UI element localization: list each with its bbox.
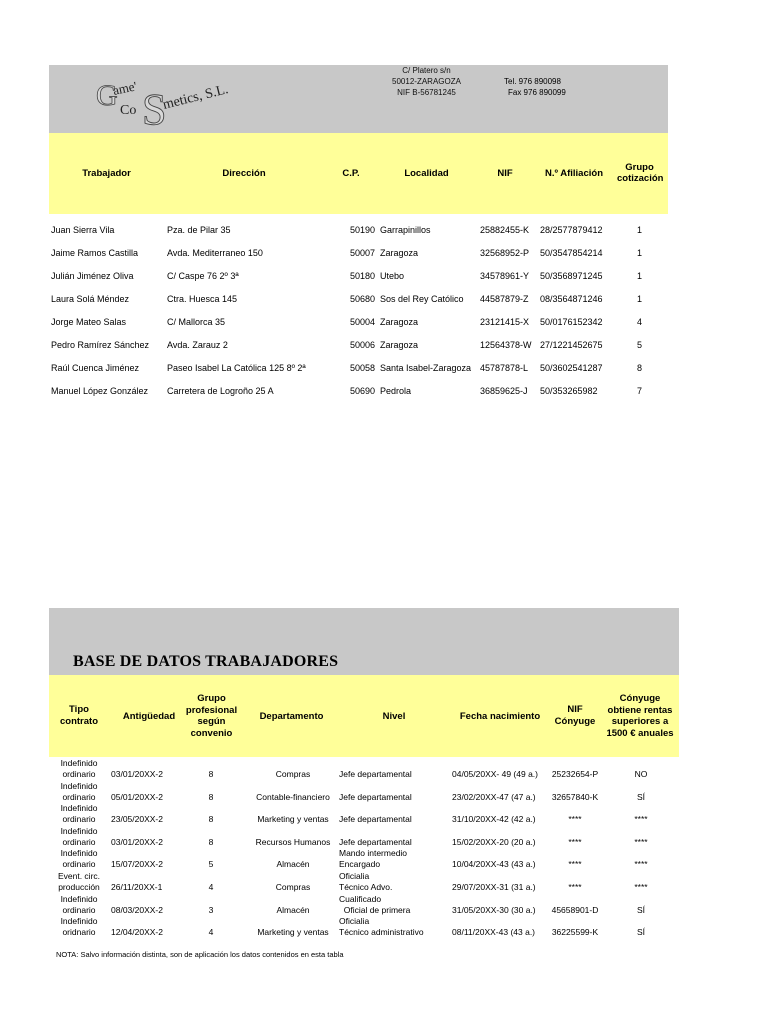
company-header (49, 65, 668, 133)
cell-fecha-nacimiento: 29/07/20XX-31 (31 a.) (452, 882, 536, 892)
table-note: NOTA: Salvo información distinta, son de aplicación los datos contenidos en esta tabla (56, 950, 344, 959)
cell-tipo-line: Indefinido (60, 825, 98, 836)
cell-direccion: Pza. de Pilar 35 (167, 225, 231, 235)
table-row (49, 380, 668, 403)
cell-departamento: Recursos Humanos (255, 836, 331, 847)
cell-afiliacion: 50/353265982 (540, 386, 598, 396)
cell-afiliacion: 50/3547854214 (540, 248, 603, 258)
cell-direccion: Ctra. Huesca 145 (167, 294, 238, 304)
cell-trabajador: Jaime Ramos Castilla (51, 248, 139, 258)
cell-tipo-line: Indefinido (60, 758, 98, 768)
col-header-nif-line2: Cónyuge (554, 715, 596, 727)
cell-departamento: Contable-financiero (256, 791, 330, 802)
cell-localidad: Santa Isabel-Zaragoza (380, 363, 472, 373)
cell-tipo-line: Indefinido (60, 916, 98, 927)
cell-nivel-line: Cualificado (339, 893, 382, 904)
cell-nivel (339, 837, 412, 848)
cell-nivel-line: Encargado (339, 859, 381, 870)
cell-tipo-line: ordinario (62, 904, 96, 915)
cell-tipo-line: ordinario (62, 814, 96, 825)
cell-departamento: Compras (275, 769, 311, 779)
cell-departamento: Marketing y ventas (257, 927, 329, 938)
cell-grupo: 1 (637, 271, 643, 281)
cell-localidad: Zaragoza (380, 248, 419, 258)
cell-cp: 50004 (350, 317, 376, 327)
table-row (49, 805, 679, 828)
cell-trabajador: Raúl Cuenca Jiménez (51, 363, 140, 373)
table-row (49, 311, 668, 334)
col-header-grupo-line4: convenio (190, 727, 233, 739)
cell-nivel (339, 894, 410, 916)
cell-tipo-line: Indefinido (60, 848, 98, 859)
table-row (49, 242, 668, 265)
cell-tipo-line: Event. circ. (57, 871, 101, 881)
cell-grupo: 1 (637, 225, 643, 235)
cell-nivel (339, 814, 412, 825)
cell-nivel (339, 871, 392, 893)
cell-fecha-nacimiento: 23/02/20XX-47 (47 a.) (452, 791, 536, 802)
cell-nivel-line: Oficial de primera (339, 904, 411, 915)
cell-afiliacion: 50/3602541287 (540, 363, 603, 373)
table-row (49, 873, 679, 896)
col-header-grupo-line3: según (197, 716, 226, 727)
cell-trabajador: Julián Jiménez Oliva (51, 271, 134, 281)
cell-conyuge-rentas: **** (634, 814, 648, 825)
cell-cp: 50190 (350, 225, 376, 235)
col-header-grupo-profesional (179, 693, 244, 739)
col-header-localidad: Localidad (404, 168, 449, 179)
cell-grupo: 7 (637, 386, 643, 396)
cell-tipo-line: Indefinido (60, 780, 98, 791)
company-city: 50012-ZARAGOZA (392, 77, 461, 86)
cell-tipo-contrato (49, 871, 109, 893)
cell-nivel (339, 916, 424, 938)
company-street: C/ Platero s/n (402, 66, 451, 75)
cell-direccion: Paseo Isabel La Católica 125 8º 2ª (167, 363, 306, 373)
cell-nif: 44587879-Z (480, 294, 529, 304)
database-header (49, 608, 679, 675)
cell-afiliacion: 08/3564871246 (540, 294, 603, 304)
cell-nivel (339, 769, 412, 780)
cell-trabajador: Jorge Mateo Salas (51, 317, 127, 327)
cell-nif-conyuge: **** (568, 859, 582, 870)
cell-antiguedad: 26/11/20XX-1 (111, 882, 163, 892)
cell-cp: 50690 (350, 386, 376, 396)
cell-antiguedad: 05/01/20XX-2 (111, 791, 163, 802)
table-row (49, 265, 668, 288)
cell-grupo: 8 (208, 791, 214, 802)
cell-tipo-contrato (49, 826, 109, 848)
cell-nivel-line: Técnico Advo. (339, 882, 393, 892)
cell-nif: 23121415-X (480, 317, 530, 327)
table-row (49, 760, 679, 783)
cell-conyuge-rentas: SÍ (636, 927, 646, 938)
cell-grupo: 4 (637, 317, 643, 327)
cell-localidad: Garrapinillos (380, 225, 431, 235)
table-row (49, 357, 668, 380)
col-header-grupo (617, 162, 662, 184)
cell-tipo-contrato (49, 916, 109, 938)
database-title: BASE DE DATOS TRABAJADORES (73, 653, 339, 670)
col-header-conyuge-rentas (601, 693, 679, 739)
cell-localidad: Sos del Rey Católico (380, 294, 464, 304)
table-row (49, 850, 679, 873)
cell-conyuge-rentas: **** (634, 859, 648, 870)
table-row (49, 780, 679, 806)
col-header-grupo-line1: Grupo (625, 162, 654, 173)
cell-nif-conyuge: **** (568, 882, 582, 892)
col-header-departamento: Departamento (259, 711, 324, 722)
cell-direccion: Carretera de Logroño 25 A (167, 386, 274, 396)
table-row (49, 825, 679, 851)
cell-nivel-line: Jefe departamental (339, 791, 412, 802)
cell-tipo-line: ordinario (62, 859, 96, 870)
cell-fecha-nacimiento: 08/11/20XX-43 (43 a.) (452, 927, 536, 938)
cell-grupo: 4 (208, 882, 214, 892)
cell-nivel-line: Mando intermedio (339, 848, 408, 859)
cell-antiguedad: 08/03/20XX-2 (111, 904, 163, 915)
cell-direccion: C/ Caspe 76 2º 3ª (167, 271, 239, 281)
cell-tipo-line: oridnario (62, 927, 96, 938)
cell-nivel-line: Oficialia (339, 871, 370, 881)
cell-antiguedad: 23/05/20XX-2 (111, 814, 163, 825)
cell-localidad: Zaragoza (380, 340, 419, 350)
col-header-tipo-line2: contrato (60, 715, 98, 727)
col-header-conyuge-line4: 1500 € anuales (606, 727, 674, 739)
cell-tipo-contrato (49, 781, 109, 803)
cell-trabajador: Pedro Ramírez Sánchez (51, 340, 150, 350)
svg-text:G: G (96, 79, 118, 112)
cell-antiguedad: 15/07/20XX-2 (111, 859, 163, 870)
cell-nif: 25882455-K (480, 225, 530, 235)
col-header-nif-line1: NIF (567, 704, 583, 715)
employees-table-header (49, 133, 668, 214)
col-header-antiguedad: Antigüedad (122, 711, 176, 722)
cell-tipo-line: ordinario (62, 791, 96, 802)
cell-nif: 34578961-Y (480, 271, 530, 281)
col-header-grupo-line2: profesional (185, 704, 238, 716)
col-header-conyuge-line2: obtiene rentas (607, 704, 673, 716)
cell-cp: 50006 (350, 340, 376, 350)
cell-tipo-line: producción (58, 882, 100, 892)
company-phone: Tel. 976 890098 (504, 77, 561, 86)
svg-text:Co: Co (120, 103, 137, 118)
cell-cp: 50058 (350, 363, 376, 373)
cell-fecha-nacimiento: 31/10/20XX-42 (42 a.) (452, 814, 536, 825)
cell-nivel-line: Jefe departamental (339, 814, 412, 825)
company-nif: NIF B-56781245 (397, 88, 456, 97)
svg-text:metics, S.L.: metics, S.L. (161, 82, 230, 113)
cell-grupo: 8 (208, 836, 214, 847)
col-header-grupo-line2: cotización (617, 173, 664, 184)
table-row (49, 893, 679, 919)
cell-antiguedad: 12/04/20XX-2 (111, 927, 163, 938)
cell-nif: 36859625-J (480, 386, 528, 396)
cell-nivel (339, 848, 407, 870)
cell-antiguedad: 03/01/20XX-2 (111, 836, 163, 847)
cell-afiliacion: 50/0176152342 (540, 317, 603, 327)
cell-nif-conyuge: 25232654-P (551, 769, 599, 779)
cell-tipo-contrato (49, 758, 109, 780)
cell-nif: 12564378-W (480, 340, 532, 350)
table-row (49, 288, 668, 311)
cell-localidad: Pedrola (380, 386, 412, 396)
cell-fecha-nacimiento: 31/05/20XX-30 (30 a.) (452, 904, 536, 915)
cell-nivel-line: Jefe departamental (339, 769, 412, 779)
cell-conyuge-rentas: **** (634, 836, 648, 847)
cell-conyuge-rentas: NO (634, 769, 648, 779)
cell-trabajador: Manuel López González (51, 386, 149, 396)
cell-nif: 45787878-L (480, 363, 529, 373)
cell-localidad: Utebo (380, 271, 405, 281)
col-header-nivel: Nivel (382, 711, 406, 722)
col-header-grupo-line1: Grupo (197, 693, 226, 704)
cell-grupo: 3 (208, 904, 214, 915)
col-header-fecha-nacimiento: Fecha nacimiento (459, 711, 541, 722)
cell-localidad: Zaragoza (380, 317, 419, 327)
table-row (49, 219, 668, 242)
table-row (49, 334, 668, 357)
cell-tipo-line: ordinario (62, 769, 96, 779)
cell-departamento: Almacén (276, 859, 310, 870)
cell-cp: 50680 (350, 294, 376, 304)
cell-nivel (339, 792, 412, 803)
col-header-nif: NIF (497, 168, 513, 179)
cell-grupo: 8 (208, 814, 214, 825)
cell-conyuge-rentas: SÍ (636, 904, 646, 915)
cell-grupo: 5 (208, 859, 214, 870)
cell-fecha-nacimiento: 04/05/20XX- 49 (49 a.) (452, 769, 539, 779)
cell-direccion: Avda. Mediterraneo 150 (167, 248, 263, 258)
cell-tipo-line: Indefinido (60, 803, 98, 814)
cell-grupo: 8 (208, 769, 214, 779)
col-header-tipo-contrato (49, 704, 109, 727)
cell-tipo-contrato (49, 803, 109, 825)
cell-fecha-nacimiento: 15/02/20XX-20 (20 a.) (452, 836, 536, 847)
cell-nif-conyuge: 36225599-K (551, 927, 599, 938)
col-header-direccion: Dirección (222, 168, 266, 179)
cell-cp: 50180 (350, 271, 376, 281)
cell-tipo-contrato (49, 894, 109, 916)
cell-nif-conyuge: **** (568, 814, 582, 825)
cell-tipo-line: ordinario (62, 836, 96, 847)
cell-fecha-nacimiento: 10/04/20XX-43 (43 a.) (452, 859, 536, 870)
cell-tipo-contrato (49, 848, 109, 870)
col-header-conyuge-line3: superiores a (611, 716, 669, 727)
col-header-afiliacion: N.º Afiliación (544, 168, 603, 179)
company-fax: Fax 976 890099 (508, 88, 566, 97)
cell-departamento: Marketing y ventas (257, 814, 329, 825)
cell-tipo-line: Indefinido (60, 893, 98, 904)
cell-departamento: Almacén (276, 904, 310, 915)
cell-conyuge-rentas: SÍ (636, 791, 646, 802)
cell-afiliacion: 27/1221452675 (540, 340, 603, 350)
cell-nivel-line: Técnico administrativo (339, 927, 424, 938)
cell-direccion: C/ Mallorca 35 (167, 317, 226, 327)
col-header-nif-conyuge (549, 704, 601, 727)
cell-direccion: Avda. Zarauz 2 (167, 340, 228, 350)
cell-grupo: 1 (637, 294, 643, 304)
cell-departamento: Compras (275, 882, 311, 892)
col-header-tipo-line1: Tipo (69, 704, 89, 715)
cell-nivel-line: Oficialia (339, 916, 370, 927)
cell-afiliacion: 28/2577879412 (540, 225, 603, 235)
cell-nif-conyuge: 32657840-K (551, 791, 599, 802)
cell-nif: 32568952-P (480, 248, 530, 258)
cell-grupo: 4 (208, 927, 214, 938)
database-table-header (49, 675, 679, 757)
cell-conyuge-rentas: **** (634, 882, 648, 892)
cell-nivel-line: Jefe departamental (339, 836, 412, 847)
cell-grupo: 5 (637, 340, 643, 350)
cell-nif-conyuge: 45658901-D (551, 904, 599, 915)
company-logo (94, 69, 244, 131)
svg-text:S: S (142, 85, 167, 131)
col-header-conyuge-line1: Cónyuge (619, 693, 661, 704)
cell-antiguedad: 03/01/20XX-2 (111, 769, 163, 779)
cell-grupo: 1 (637, 248, 643, 258)
cell-trabajador: Laura Solá Méndez (51, 294, 130, 304)
cell-nif-conyuge: **** (568, 836, 582, 847)
table-row (49, 918, 679, 941)
svg-text:ame': ame' (111, 78, 139, 98)
col-header-trabajador: Trabajador (82, 168, 131, 179)
cell-afiliacion: 50/3568971245 (540, 271, 603, 281)
cell-trabajador: Juan Sierra Vila (51, 225, 115, 235)
cell-cp: 50007 (350, 248, 376, 258)
col-header-cp: C.P. (342, 168, 360, 179)
cell-grupo: 8 (637, 363, 643, 373)
